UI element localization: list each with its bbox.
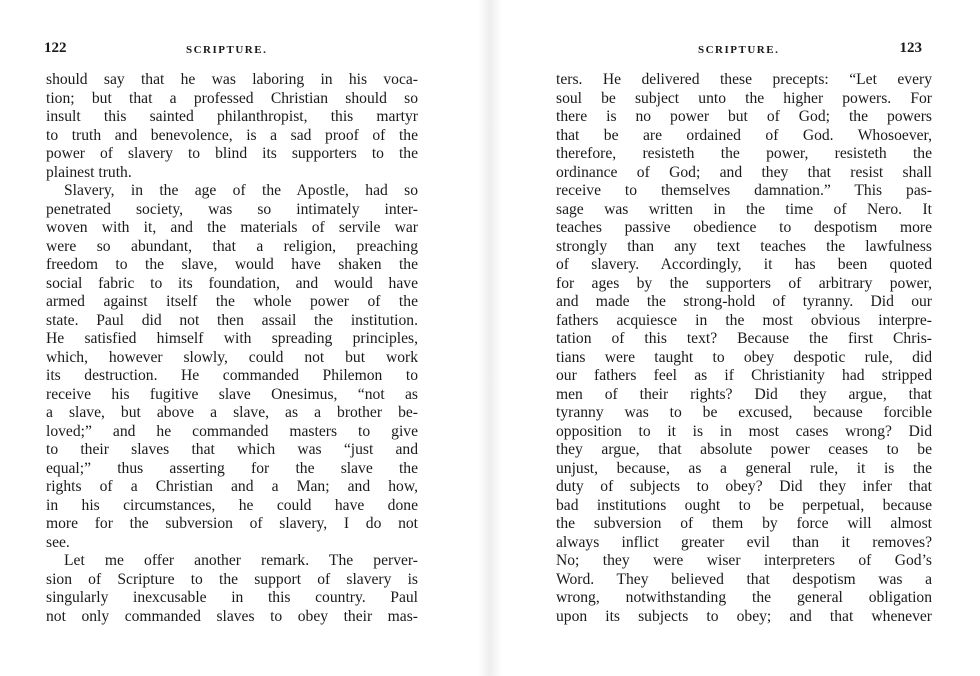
text-line: to truth and benevolence, is a sad proof of the — [46, 126, 418, 144]
text-line: teaches passive obedience to despotism more — [556, 219, 932, 236]
text-line: singularly inexcusable in this country. Paul — [46, 589, 418, 606]
left-running-head — [44, 38, 420, 64]
text-line: wrong, notwithstanding the general obligation — [556, 589, 932, 606]
text-line: tians were taught to obey despotic rule, did — [556, 348, 932, 366]
text-line: see. — [46, 533, 70, 551]
text-line: the subversion of them by force will almost — [556, 515, 932, 532]
text-line: to their slaves that which was “just and — [46, 441, 418, 458]
text-line: unjust, because, as a general rule, it is the — [556, 459, 932, 477]
text-line: upon its subjects to obey; and that whenever — [556, 607, 932, 625]
right-page-number: 123 — [899, 40, 922, 56]
text-line: woven with it, and the materials of servile war — [46, 219, 418, 236]
text-line: men of their rights? Did they argue, that — [556, 385, 932, 403]
text-line: in his circumstances, he could have done — [46, 496, 418, 514]
text-line: insult this sainted philanthropist, this martyr — [46, 108, 418, 125]
text-line: more for the subversion of slavery, I do not — [46, 515, 418, 532]
text-line: fathers acquiesce in the most obvious interpre- — [556, 311, 932, 329]
text-line: which, however slowly, could not but work — [46, 348, 418, 366]
left-running-title: SCRIPTURE. — [186, 44, 268, 56]
text-line: always inflict greater evil than it removes? — [556, 533, 932, 551]
text-line: our fathers feel as if Christianity had stripped — [556, 367, 932, 384]
text-line: Slavery, in the age of the Apostle, had so — [64, 182, 418, 199]
text-line: and made the strong-hold of tyranny. Did our — [556, 293, 932, 310]
text-line: sage was written in the time of Nero. It — [556, 200, 932, 218]
text-line: a slave, but above a slave, as a brother be- — [46, 404, 418, 421]
text-line: ters. He delivered these precepts: “Let every — [556, 71, 932, 88]
text-line: tion; but that a professed Christian should so — [46, 89, 418, 107]
text-line: loved;” and he commanded masters to give — [46, 422, 418, 440]
right-body-text — [556, 71, 932, 626]
text-line: No; they were wiser interpreters of God’s — [556, 552, 932, 569]
left-page-number: 122 — [44, 40, 67, 56]
text-line: of slavery. Accordingly, it has been quoted — [556, 256, 932, 273]
text-line: rights of a Christian and a Man; and how, — [46, 478, 418, 495]
text-line: there is no power but of God; the powers — [556, 108, 932, 125]
text-line: opposition to it is in most cases wrong? Did — [556, 422, 932, 440]
text-line: should say that he was laboring in his voca- — [46, 71, 418, 88]
text-line: for ages by the supporters of arbitrary power, — [556, 274, 932, 292]
text-line: plainest truth. — [46, 163, 132, 181]
text-line: receive his fugitive slave Onesimus, “not as — [46, 385, 418, 403]
text-line: sion of Scripture to the support of slavery is — [46, 570, 418, 588]
text-line: strongly than any text teaches the lawfulness — [556, 237, 932, 255]
text-line: power of slavery to blind its supporters to the — [46, 145, 418, 162]
text-line: therefore, resisteth the power, resisteth the — [556, 145, 932, 162]
right-running-head — [558, 38, 922, 64]
right-page — [490, 0, 980, 676]
text-line: that be are ordained of God. Whosoever, — [556, 126, 932, 144]
text-line: Let me offer another remark. The perver- — [64, 552, 418, 569]
text-line: He satisfied himself with spreading principles, — [46, 330, 418, 347]
text-line: ordinance of God; and they that resist shall — [556, 163, 932, 181]
text-line: not only commanded slaves to obey their mas- — [46, 607, 418, 625]
text-line: tyranny was to be excused, because forcible — [556, 404, 932, 421]
left-body-text — [46, 71, 418, 626]
text-line: equal;” thus asserting for the slave the — [46, 459, 418, 477]
text-line: state. Paul did not then assail the institution. — [46, 311, 418, 329]
text-line: duty of subjects to obey? Did they infer that — [556, 478, 932, 495]
text-line: social fabric to its foundation, and would have — [46, 274, 418, 292]
text-line: tation of this text? Because the first Chris- — [556, 330, 932, 347]
text-line: they argue, that absolute power ceases to be — [556, 441, 932, 458]
text-line: freedom to the slave, would have shaken the — [46, 256, 418, 273]
text-line: armed against itself the whole power of the — [46, 293, 418, 310]
text-line: bad institutions ought to be perpetual, because — [556, 496, 932, 514]
text-line: penetrated society, was so intimately inter- — [46, 200, 418, 218]
right-running-title: SCRIPTURE. — [698, 44, 780, 56]
text-line: receive to themselves damnation.” This pas- — [556, 182, 932, 199]
text-line: its destruction. He commanded Philemon to — [46, 367, 418, 384]
text-line: were so abundant, that a religion, preaching — [46, 237, 418, 255]
text-line: soul be subject unto the higher powers. For — [556, 89, 932, 107]
text-line: Word. They believed that despotism was a — [556, 570, 932, 588]
